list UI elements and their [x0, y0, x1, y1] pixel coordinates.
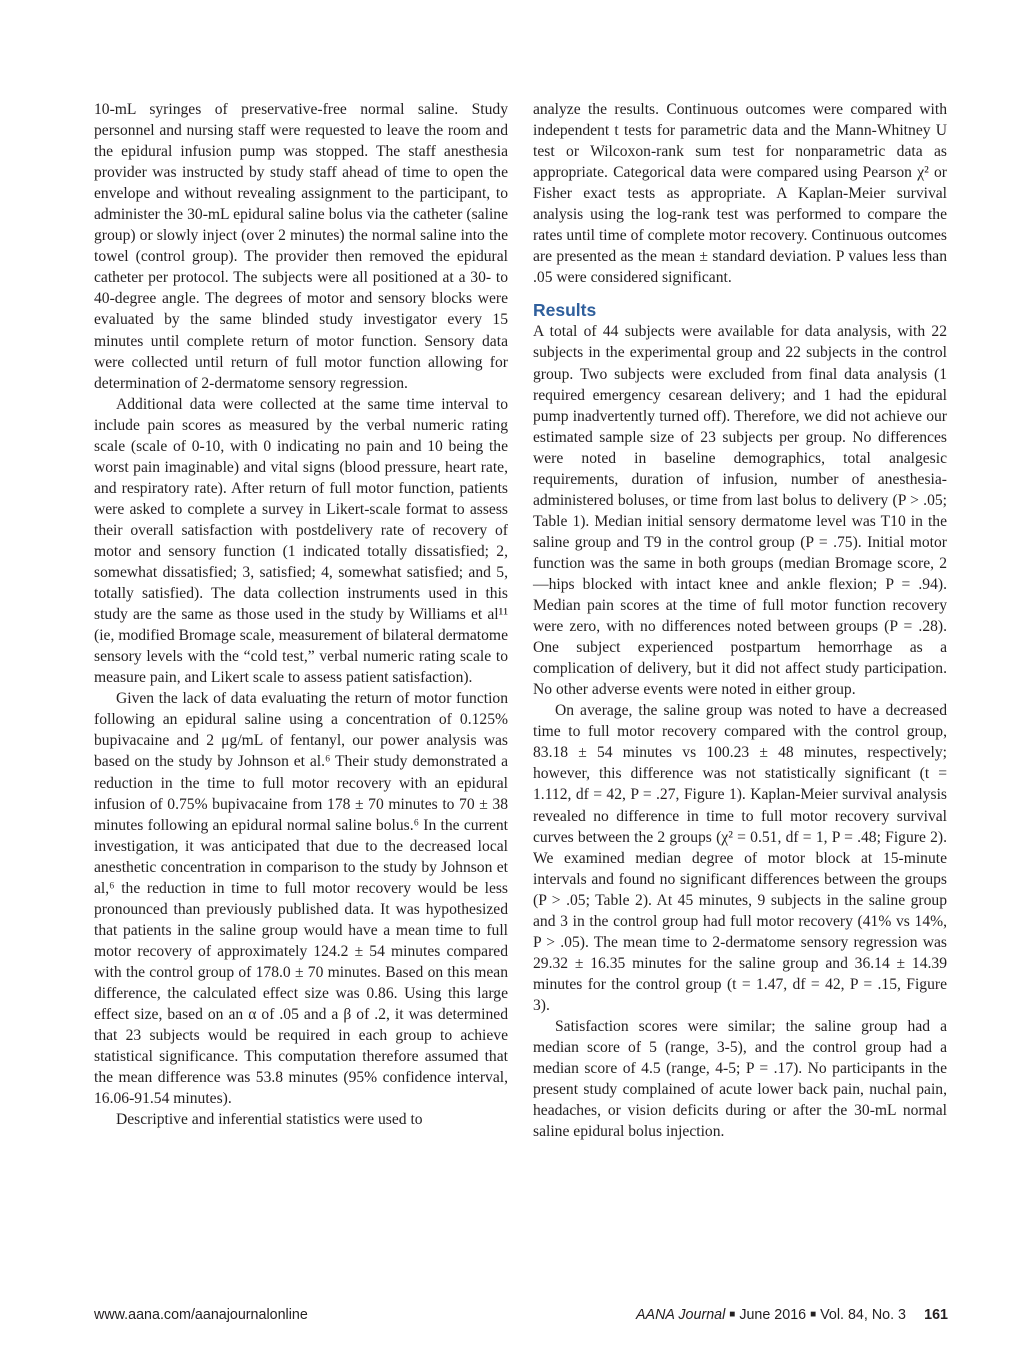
journal-citation — [636, 1307, 906, 1323]
right-column — [533, 99, 947, 1142]
body-paragraph: Satisfaction scores were similar; the saline group had a median score of 5 (range, 3-5), and the control group had a median score of 4.5 (range, 4-5; P = .17). No participants in the present study complained of acute lower back pain, nuchal pain, headaches, or vision deficits during or after the 30-mL normal saline epidural bolus injection. — [533, 1017, 947, 1141]
body-paragraph: 10-mL syringes of preservative-free normal saline. Study personnel and nursing staff were requested to leave the room and the epidural infusion pump was stopped. The staff anesthesia provider was instructed by study staff ahead of time to open the envelope and without revealing assignment to the participant, to administer the 30-mL epidural saline bolus via the catheter (saline group) or slowly inject (over 2 minutes) the normal saline into the towel (control group). The provider then removed the epidural catheter per protocol. The subjects were all positioned at a 30- to 40-degree angle. The degrees of motor and sensory blocks were evaluated by the same blinded study investigator every 15 minutes until complete return of motor function. Sensory data were collected until return of full motor function allowing for determination of 2-dermatome sensory regression. — [94, 101, 508, 392]
left-column — [94, 99, 508, 1130]
separator-square-icon: ■ — [810, 1309, 817, 1320]
body-paragraph: Additional data were collected at the same time interval to include pain scores as measured by the verbal numeric rating scale (scale of 0-10, with 0 indicating no pain and 10 being the worst pain imaginable) and vital signs (blood pressure, heart rate, and respiratory rate). After return of full motor function, patients were asked to complete a survey in Likert-scale format to assess their overall satisfaction with postdelivery rate of recovery of motor and sensory function (1 indicated totally dissatisfied; 2, somewhat dissatisfied; 3, satisfied; 4, somewhat satisfied; and 5, totally satisfied). The data collection instruments used in this study are the same as those used in the study by Williams et al¹¹ (ie, modified Bromage scale, measurement of bilateral dermatome sensory levels with the “cold test,” verbal numeric rating scale to measure pain, and Likert scale to assess patient satisfaction). — [94, 395, 508, 687]
body-paragraph: Descriptive and inferential statistics were used to — [116, 1111, 423, 1129]
page-number: 161 — [924, 1307, 948, 1323]
body-paragraph: On average, the saline group was noted to have a decreased time to full motor recovery compared with the control group, 83.18 ± 54 minutes vs 100.23 ± 48 minutes, respectively; however, this difference was not statistically significant (t = 1.112, df = 42, P = .27, Figure 1). Kaplan-Meier survival analysis revealed no difference in time to full motor recovery survival curves between the 2 groups (χ² = 0.51, df = 1, P = .48; Figure 2). We examined median degree of motor block at 15-minute intervals and found no significant differences between the groups (P > .05; Table 2). At 45 minutes, 9 subjects in the saline group and 3 in the control group had full motor recovery (41% vs 14%, P > .05). The mean time to 2-dermatome sensory regression was 29.32 ± 16.35 minutes for the saline group and 36.14 ± 14.39 minutes for the control group (t = 1.47, df = 42, P = .15, Figure 3). — [533, 702, 947, 1014]
issue-date: June 2016 — [739, 1307, 807, 1323]
body-paragraph: analyze the results. Continuous outcomes were compared with independent t tests for parametric data and the Mann-Whitney U test or Wilcoxon-rank sum test for nonparametric data as appropriate. Categorical data were compared using Pearson χ² or Fisher exact tests as appropriate. A Kaplan-Meier survival analysis using the log-rank test was performed to compare the rates until time of complete motor recovery. Continuous outcomes are presented as the mean ± standard deviation. P values less than .05 were considered significant. — [533, 101, 947, 287]
body-paragraph: Given the lack of data evaluating the return of motor function following an epidural saline using a concentration of 0.125% bupivacaine and 2 μg/mL of fentanyl, our power analysis was based on the study by Johnson et al.⁶ Their study demonstrated a reduction in the time to full motor recovery with an epidural infusion of 0.75% bupivacaine from 178 ± 70 minutes to 70 ± 38 minutes following an epidural normal saline bolus.⁶ In the current investigation, it was anticipated that due to the decreased local anesthetic concentration in comparison to the study by Johnson et al,⁶ the reduction in time to full motor recovery would be less pronounced than previously published data. It was hypothesized that patients in the saline group would have a mean time to full motor recovery of approximately 124.2 ± 54 minutes compared with the control group of 178.0 ± 70 minutes. Based on this mean difference, the calculated effect size was 0.86. Using this large effect size, based on an α of .05 and a β of .2, it was determined that 23 subjects would be required in each group to achieve statistical significance. This computation therefore assumed that the mean difference was 53.8 minutes (95% confidence interval, 16.06-91.54 minutes). — [94, 690, 508, 1108]
separator-square-icon: ■ — [729, 1309, 736, 1320]
journal-name: AANA Journal — [636, 1307, 726, 1323]
body-paragraph: A total of 44 subjects were available for data analysis, with 22 subjects in the experimental group and 22 subjects in the control group. Two subjects were excluded from final data analysis (1 required emergency cesarean delivery; and 1 had the epidural pump inadvertently turned off). Therefore, we did not achieve our estimated sample size of 23 subjects per group. No differences were noted in baseline demographics, total analgesic requirements, duration of infusion, number of anesthesia-administered boluses, or time from last bolus to delivery (P > .05; Table 1). Median initial sensory dermatome level was T10 in the saline group and T9 in the control group (P = .75). Initial motor function was the same in both groups (median Bromage score, 2—hips blocked with intact knee and ankle flexion; P = .94). Median pain scores at the time of full motor function recovery were zero, with no differences noted between groups (P = .28). One subject experienced postpartum hemorrhage as a complication of delivery, but it did not affect study participation. No other adverse events were noted in either group. — [533, 323, 947, 699]
volume-issue: Vol. 84, No. 3 — [820, 1307, 906, 1323]
section-heading-results: Results — [533, 300, 597, 321]
journal-url[interactable]: www.aana.com/aanajournalonline — [94, 1307, 308, 1323]
